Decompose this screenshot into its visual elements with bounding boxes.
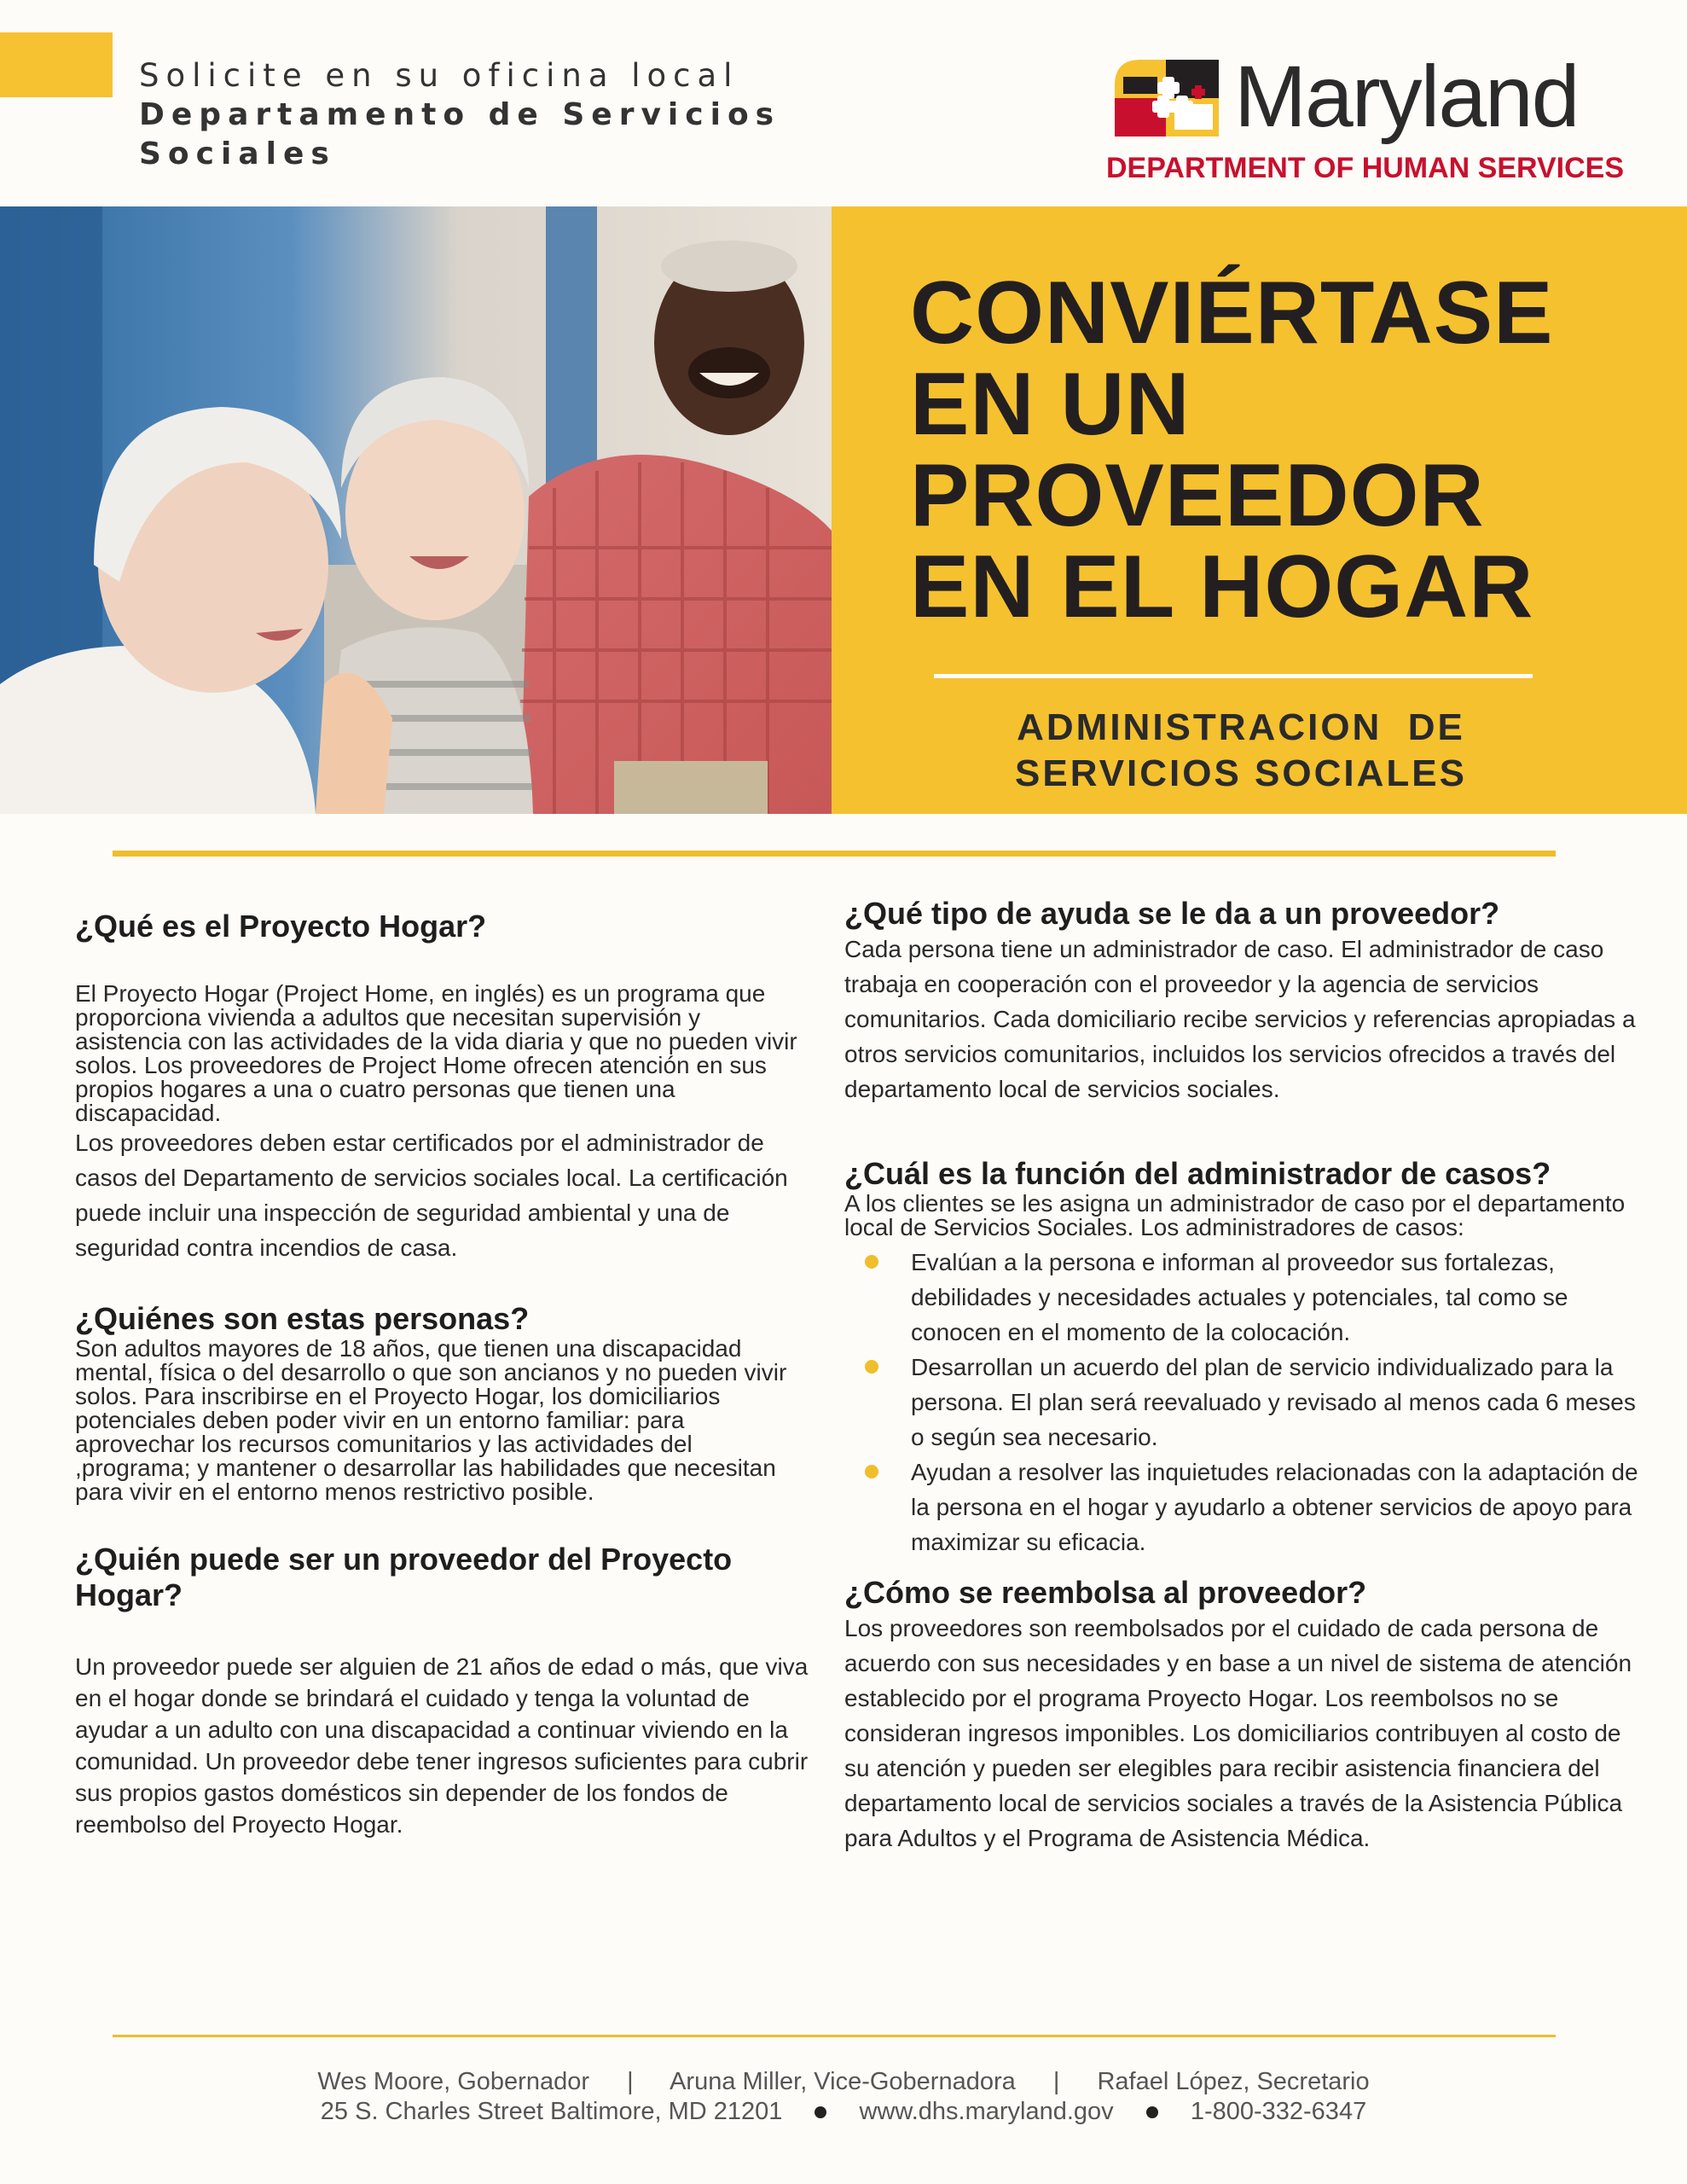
- office-line-1: Solicite en su oficina local: [139, 57, 739, 94]
- who-are-these-people-heading: ¿Quiénes son estas personas?: [75, 1301, 530, 1336]
- footer-separator: |: [627, 2068, 634, 2095]
- who-can-be-provider-text: Un proveedor puede ser alguien de 21 años de edad o más, que viva en el hogar donde se brindará el cuidado y tenga la voluntad de ayudar a un adulto con una discapacidad a continuar viviendo en la comunidad. Un proveedor debe tener ingresos suficientes para cubrir sus propios gastos domésticos sin depender de los fondos de reembolso del Proyecto Hogar.: [75, 1653, 809, 1838]
- who-are-these-people-text: Son adultos mayores de 18 años, que tienen una discapacidad mental, física o del desarrollo o que son ancianos y no pueden vivir solos. Para inscribirse en el Proyecto Hogar, los domiciliarios potenciales deben poder vivir en un entorno familiar: para aprovechar los recursos comunitarios y las actividades del ,programa; y mantener o desarrollar las habilidades que necesitan para vivir en el entorno menos restrictivo posible.: [75, 1335, 787, 1505]
- list-item-text: Ayudan a resolver las inquietudes relacionadas con la adaptación de la persona en el hogar y ayudarlo a obtener servicios de apoyo para maximizar su eficacia.: [911, 1459, 1638, 1555]
- reimbursement-text: Los proveedores son reembolsados por el cuidado de cada persona de acuerdo con sus necesidades y en base a un nivel de sistema de atención establecido por el programa Proyecto Hogar. Los reembolsos no se consideran ingresos imponibles. Los domiciliarios contribuyen al costo de su atención y pueden ser elegibles para recibir asistencia financiera del departamento local de servicios sociales a través de la Asistencia Pública para Adultos y el Programa de Asistencia Médica.: [844, 1615, 1632, 1851]
- headline-line-3: PROVEEDOR: [910, 446, 1485, 545]
- street-address: 25 S. Charles Street Baltimore, MD 21201: [320, 2098, 783, 2125]
- administration-line-1: ADMINISTRACION DE: [1017, 706, 1465, 748]
- provider-help-text: Cada persona tiene un administrador de caso. El administrador de caso trabaja en cooperación con el proveedor y la agencia de servicios comunitarios. Cada domiciliario recibe servicios y referencias apropiadas a otros servicios comunitarios, incluidos los servicios ofrecidos a través del departamento local de servicios sociales.: [844, 936, 1636, 1102]
- right-column: [844, 896, 1646, 1856]
- office-line-2: Departamento de Servicios: [139, 97, 781, 132]
- contact-line: [0, 2098, 1687, 2126]
- administration-line-2: SERVICIOS SOCIALES: [1015, 752, 1467, 794]
- case-manager-duties-list: [844, 1245, 1646, 1560]
- list-item-text: Evalúan a la persona e informan al proveedor sus fortalezas, debilidades y necesidades actuales y potenciales, tal como se conocen en el momento de la colocación.: [911, 1249, 1568, 1345]
- what-is-project-home-text: El Proyecto Hogar (Project Home, en inglés) es un programa que proporciona vivienda a adultos que necesitan supervisión y asistencia con las actividades de la vida diaria y que no pueden vivir solos. Los proveedores de Project Home ofrecen atención en sus propios hogares a una o cuatro personas que tienen una discapacidad.: [75, 980, 797, 1126]
- case-manager-role-heading: ¿Cuál es la función del administrador de casos?: [844, 1156, 1551, 1191]
- who-can-be-provider-heading: ¿Quién puede ser un proveedor del Proyecto Hogar?: [75, 1542, 733, 1612]
- website-link[interactable]: www.dhs.maryland.gov: [859, 2098, 1114, 2125]
- lt-governor-name: Aruna Miller, Vice-Gobernadora: [670, 2068, 1016, 2095]
- provider-help-heading: ¿Qué tipo de ayuda se le da a un proveedor?: [844, 896, 1500, 931]
- bullet-icon: [1146, 2106, 1158, 2118]
- main-headline: [910, 264, 1554, 636]
- office-line-3: Sociales: [139, 136, 336, 171]
- case-manager-role-intro: A los clientes se les asigna un administrador de caso por el departamento local de Servicios Sociales. Los administradores de casos:: [844, 1190, 1626, 1240]
- header-accent-bar: [0, 32, 113, 97]
- office-notice: [139, 56, 780, 174]
- headline-line-4: EN EL HOGAR: [910, 537, 1534, 636]
- section-divider: [113, 851, 1556, 857]
- maryland-flag-icon: [1106, 51, 1227, 136]
- logo-department: DEPARTMENT OF HUMAN SERVICES: [1106, 152, 1625, 184]
- headline-divider: [934, 674, 1533, 678]
- reimbursement-heading: ¿Cómo se reembolsa al proveedor?: [844, 1575, 1367, 1610]
- seniors-laughing-photo: [0, 206, 832, 814]
- governor-name: Wes Moore, Gobernador: [317, 2068, 589, 2095]
- bullet-icon: [865, 1255, 878, 1269]
- what-is-project-home-heading: ¿Qué es el Proyecto Hogar?: [75, 909, 487, 944]
- hero-banner: [0, 206, 1687, 814]
- officials-line: [0, 2068, 1687, 2096]
- left-column: [75, 909, 809, 1840]
- administration-subtitle: [917, 705, 1565, 797]
- logo-wordmark: Maryland: [1234, 48, 1579, 145]
- certification-text: Los proveedores deben estar certificados por el administrador de casos del Departamento de servicios sociales local. La certificación puede incluir una inspección de seguridad ambiental y una de seguridad contra incendios de casa.: [75, 1130, 788, 1261]
- headline-line-2: EN UN: [910, 355, 1191, 454]
- bullet-icon: [865, 1360, 878, 1374]
- list-item: [844, 1350, 1646, 1455]
- phone-number[interactable]: 1-800-332-6347: [1190, 2098, 1367, 2125]
- headline-line-1: CONVIÉRTASE: [910, 264, 1554, 363]
- list-item-text: Desarrollan un acuerdo del plan de servicio individualizado para la persona. El plan será reevaluado y revisado al menos cada 6 meses o según sea necesario.: [911, 1354, 1636, 1450]
- list-item: [844, 1245, 1646, 1350]
- bullet-icon: [865, 1465, 878, 1478]
- list-item: [844, 1455, 1646, 1560]
- title-panel: [832, 206, 1687, 814]
- footer-separator: |: [1052, 2068, 1060, 2095]
- footer-divider: [113, 2035, 1556, 2037]
- bullet-icon: [815, 2106, 826, 2118]
- maryland-dhs-logo: [1106, 48, 1625, 188]
- secretary-name: Rafael López, Secretario: [1097, 2068, 1370, 2095]
